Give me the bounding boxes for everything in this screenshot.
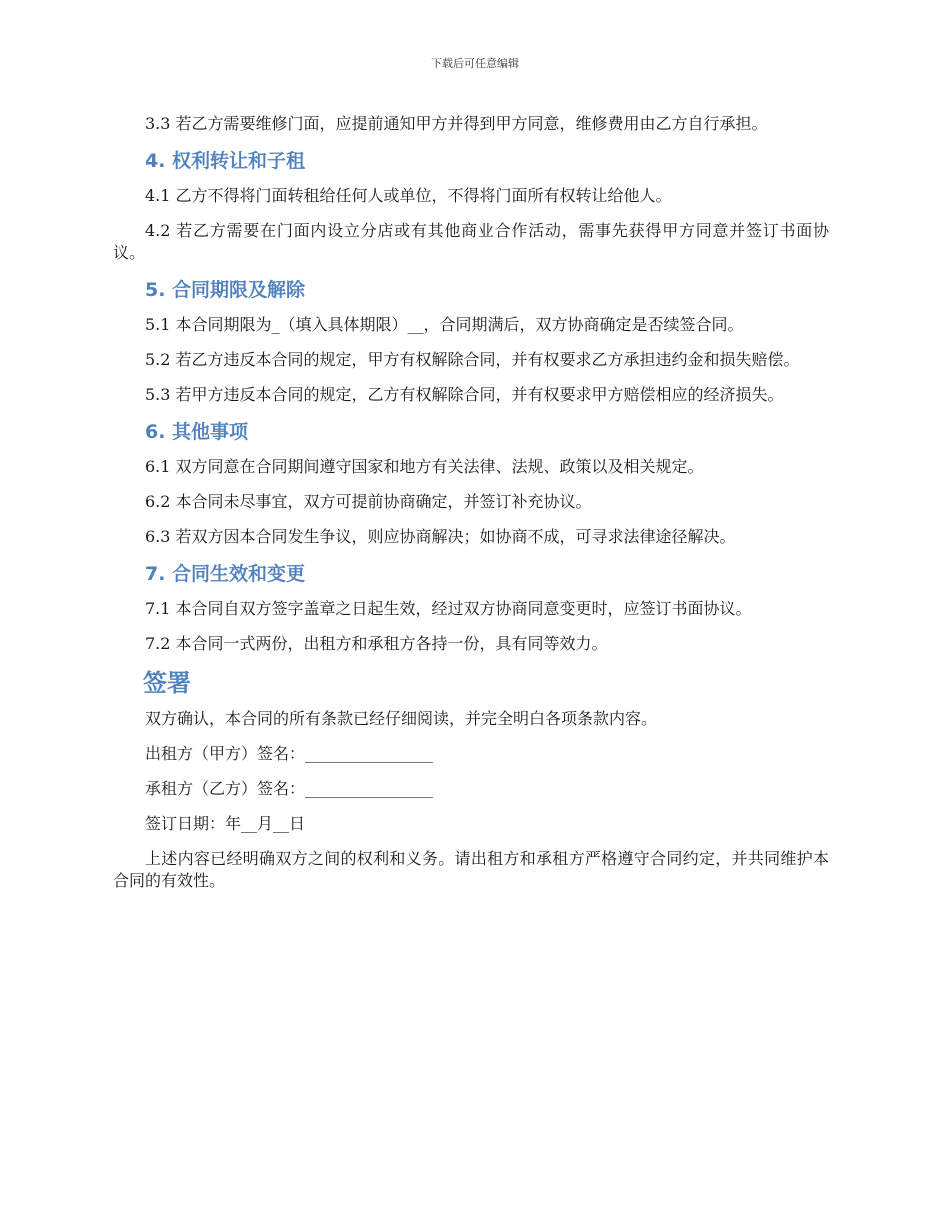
section-heading-7: 7. 合同生效和变更 bbox=[145, 563, 306, 585]
signing-date-line: 签订日期：年__月__日 bbox=[145, 814, 306, 833]
section-heading-6: 6. 其他事项 bbox=[145, 421, 249, 443]
confirmation-text: 双方确认，本合同的所有条款已经仔细阅读，并完全明白各项条款内容。 bbox=[145, 709, 658, 728]
clause-5-2: 5.2 若乙方违反本合同的规定，甲方有权解除合同，并有权要求乙方承担违约金和损失赔偿。 bbox=[145, 350, 800, 369]
clause-4-1: 4.1 乙方不得将门面转租给任何人或单位，不得将门面所有权转让给他人。 bbox=[145, 186, 672, 205]
clause-4-2: 4.2 若乙方需要在门面内设立分店或有其他商业合作活动，需事先获得甲方同意并签订书面协议。 bbox=[113, 221, 829, 262]
clause-3-3: 3.3 若乙方需要维修门面，应提前通知甲方并得到甲方同意，维修费用由乙方自行承担。 bbox=[145, 114, 768, 133]
section-heading-4: 4. 权利转让和子租 bbox=[145, 150, 306, 172]
closing-statement: 上述内容已经明确双方之间的权利和义务。请出租方和承租方严格遵守合同约定，并共同维护本合同的有效性。 bbox=[113, 849, 829, 890]
clause-6-3: 6.3 若双方因本合同发生争议，则应协商解决；如协商不成，可寻求法律途径解决。 bbox=[145, 527, 736, 546]
clause-7-2: 7.2 本合同一式两份，出租方和承租方各持一份，具有同等效力。 bbox=[145, 634, 608, 653]
clause-5-3: 5.3 若甲方违反本合同的规定，乙方有权解除合同，并有权要求甲方赔偿相应的经济损失。 bbox=[145, 385, 784, 404]
section-heading-5: 5. 合同期限及解除 bbox=[145, 279, 306, 301]
lessor-signature-line: 出租方（甲方）签名：________________ bbox=[145, 744, 434, 763]
page-header: 下载后可任意编辑 bbox=[431, 57, 519, 70]
clause-7-1: 7.1 本合同自双方签字盖章之日起生效，经过双方协商同意变更时，应签订书面协议。 bbox=[145, 599, 752, 618]
clause-6-2: 6.2 本合同未尽事宜，双方可提前协商确定，并签订补充协议。 bbox=[145, 492, 592, 511]
document-body bbox=[113, 113, 829, 905]
signing-heading: 签署 bbox=[143, 669, 191, 697]
clause-5-1: 5.1 本合同期限为_（填入具体期限）__，合同期满后，双方协商确定是否续签合同。 bbox=[145, 315, 744, 334]
clause-6-1: 6.1 双方同意在合同期间遵守国家和地方有关法律、法规、政策以及相关规定。 bbox=[145, 457, 704, 476]
lessee-signature-line: 承租方（乙方）签名：________________ bbox=[145, 779, 434, 798]
